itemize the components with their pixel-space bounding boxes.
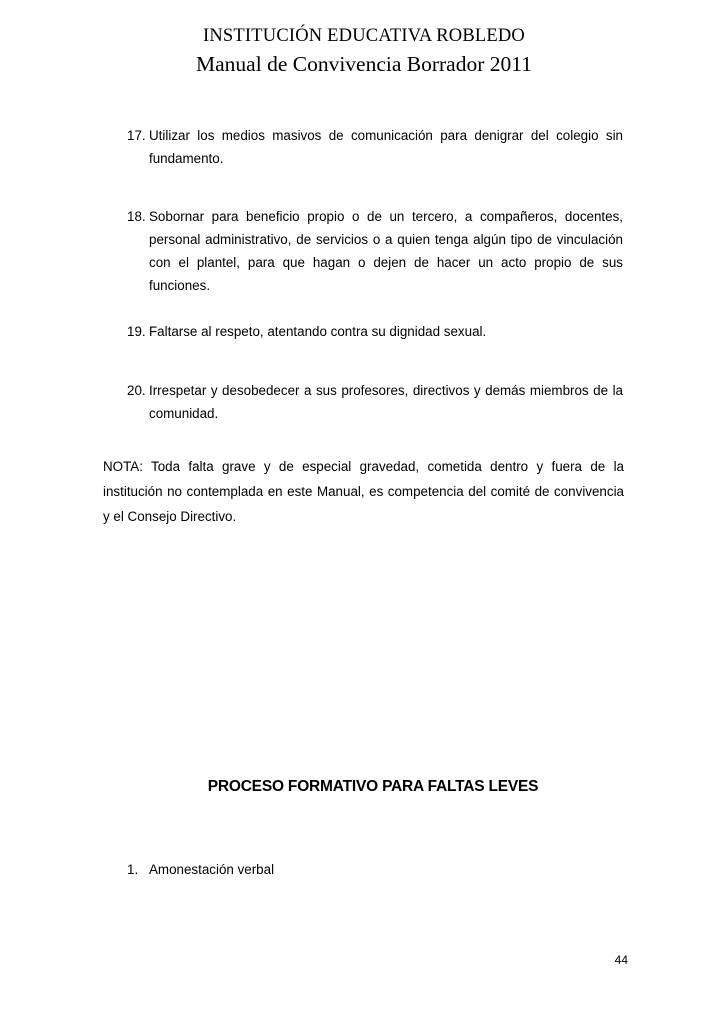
- process-list-item: [127, 858, 274, 881]
- header-institution: INSTITUCIÓN EDUCATIVA ROBLEDO: [202, 26, 525, 46]
- list-item-text: Utilizar los medios masivos de comunicación para denigrar del colegio sin fundamento.: [149, 128, 623, 166]
- list-item-17: [127, 124, 623, 170]
- list-item-20: [127, 379, 623, 425]
- list-item-text: Sobornar para beneficio propio o de un tercero, a compañeros, docentes, personal administrativo, de servicios o a quien tenga algún tipo de vinculación con el plantel, para que hagan o dejen de hacer un acto propio de sus funciones.: [149, 209, 623, 293]
- list-item-number: 17.: [127, 128, 146, 143]
- list-item-text: Faltarse al respeto, atentando contra su dignidad sexual.: [149, 324, 487, 339]
- process-item-number: 1.: [127, 862, 139, 877]
- list-item-number: 20.: [127, 383, 146, 398]
- process-item-text: Amonestación verbal: [149, 862, 275, 877]
- section-heading: PROCESO FORMATIVO PARA FALTAS LEVES: [207, 778, 539, 795]
- list-item-number: 19.: [127, 324, 146, 339]
- note-paragraph: NOTA: Toda falta grave y de especial gravedad, cometida dentro y fuera de la institución no contemplada en este Manual, es competencia del comité de convivencia y el Consejo Directivo.: [103, 459, 624, 524]
- page-number: 44: [614, 953, 628, 967]
- list-item-text: Irrespetar y desobedecer a sus profesores, directivos y demás miembros de la comunidad.: [149, 383, 623, 421]
- header-subtitle: Manual de Convivencia Borrador 2011: [196, 52, 532, 76]
- list-item-number: 18.: [127, 209, 146, 224]
- list-item-19: [127, 320, 623, 343]
- list-item-18: [127, 205, 623, 297]
